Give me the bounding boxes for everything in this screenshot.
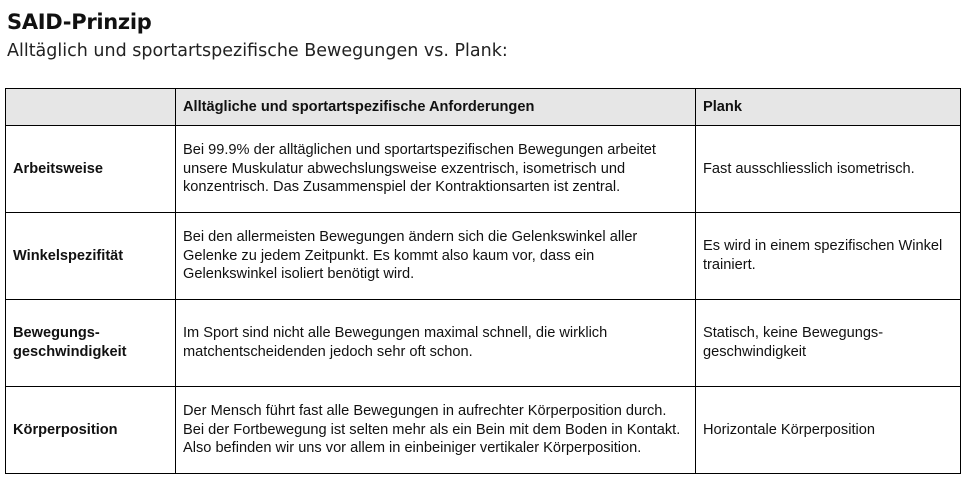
header-cell-plank: Plank (696, 89, 961, 126)
everyday-cell: Bei 99.9% der alltäglichen und sportartspezifischen Bewegungen arbeitet unsere Muskulatur abwechslungsweise exzentrisch, isometrisch und konzentrisch. Das Zusammenspiel der Kontraktionsarten ist zentral. (176, 126, 696, 213)
comparison-table (5, 88, 961, 474)
plank-cell: Statisch, keine Bewegungs-geschwindigkeit (696, 300, 961, 387)
plank-cell: Es wird in einem spezifischen Winkel trainiert. (696, 213, 961, 300)
everyday-cell: Bei den allermeisten Bewegungen ändern sich die Gelenkswinkel aller Gelenke zu jedem Zeitpunkt. Es kommt also kaum vor, dass ein Gelenkswinkel isoliert benötigt wird. (176, 213, 696, 300)
everyday-cell: Im Sport sind nicht alle Bewegungen maximal schnell, die wirklich matchentscheidenden jedoch sehr oft schon. (176, 300, 696, 387)
header-cell-everyday: Alltägliche und sportartspezifische Anforderungen (176, 89, 696, 126)
table-row (6, 300, 961, 387)
row-label: Körperposition (6, 387, 176, 474)
plank-cell: Fast ausschliesslich isometrisch. (696, 126, 961, 213)
page-title: SAID-Prinzip (7, 10, 152, 34)
table-row (6, 213, 961, 300)
row-label: Arbeitsweise (6, 126, 176, 213)
table-row (6, 126, 961, 213)
plank-cell: Horizontale Körperposition (696, 387, 961, 474)
table-row (6, 387, 961, 474)
everyday-cell: Der Mensch führt fast alle Bewegungen in aufrechter Körperposition durch. Bei der Fortbewegung ist selten mehr als ein Bein mit dem Boden in Kontakt. Also befinden wir uns vor allem in einbeiniger vertikaler Körperposition. (176, 387, 696, 474)
header-cell-empty (6, 89, 176, 126)
row-label: Winkelspezifität (6, 213, 176, 300)
row-label: Bewegungs-geschwindigkeit (6, 300, 176, 387)
page-subtitle: Alltäglich und sportartspezifische Bewegungen vs. Plank: (7, 41, 508, 61)
table-header-row (6, 89, 961, 126)
